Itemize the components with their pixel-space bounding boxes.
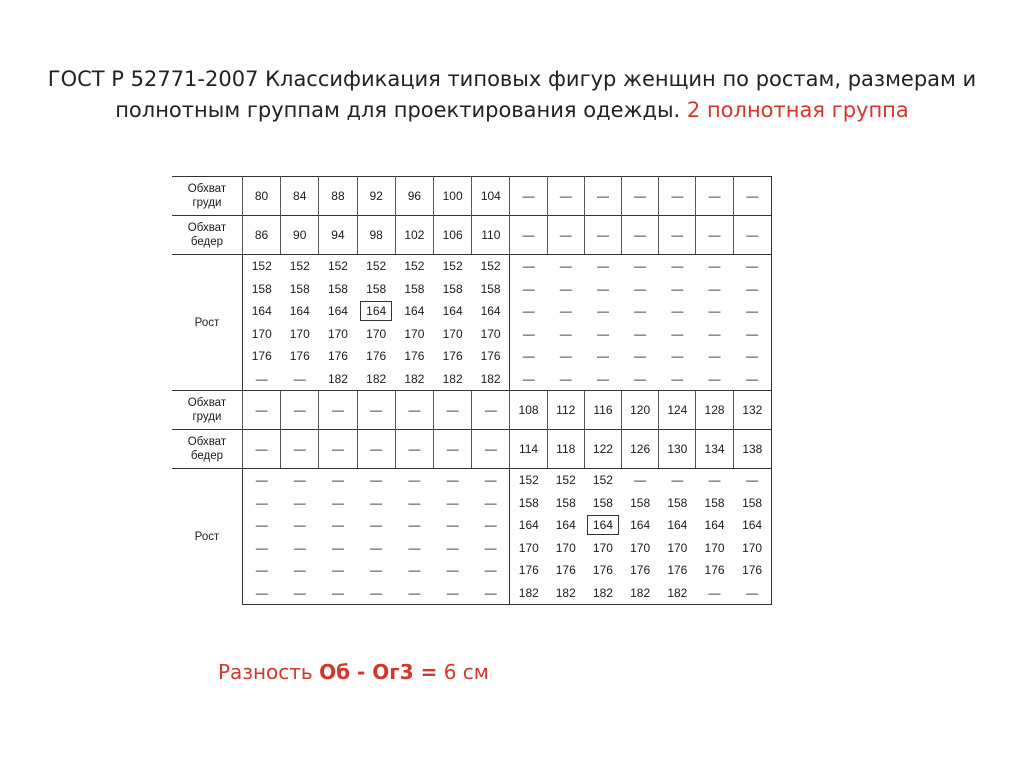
table-cell: — [733,300,771,323]
title-line-2-prefix: полнотным группам для проектирования одежды. [115,98,681,122]
table-cell: — [708,304,721,319]
table-cell: 118 [547,430,584,469]
row-header: Рост [172,469,242,605]
table-cell: 158 [667,495,688,510]
table-cell: — [708,349,721,364]
table-cell: — [446,563,459,578]
table-cell: — [319,582,357,605]
table-cell: 152 [366,259,387,274]
table-cell: — [472,514,510,537]
table-cell: — [708,259,721,274]
table-cell: — [522,349,535,364]
table-cell: — [331,495,344,510]
table-cell: 88 [319,177,357,216]
table-cell: — [559,349,572,364]
table-cell: — [293,563,306,578]
table-cell: — [408,495,421,510]
title-line-1: ГОСТ Р 52771-2007 Классификация типовых фигур женщин по ростам, размерам и [47,67,977,91]
table-cell: 152 [555,473,576,488]
table-cell: 126 [622,430,659,469]
title-line-2 [40,95,984,126]
table-cell: — [434,582,472,605]
row-header: Обхват бедер [172,430,242,469]
table-cell: — [696,216,733,255]
table-cell: 122 [584,430,621,469]
table-cell: — [559,259,572,274]
table-cell: — [671,326,684,341]
table-cell: 170 [518,540,539,555]
table-cell: — [596,326,609,341]
table-cell: — [472,469,510,492]
table-cell: — [634,326,647,341]
table-cell: — [293,473,306,488]
hips-row [172,430,772,469]
table-cell: 164 [518,518,539,533]
size-classification-table [172,176,772,608]
table-cell: 164 [327,304,348,319]
table-cell: 152 [327,259,348,274]
table-cell: — [659,368,696,391]
table-cell: — [510,368,547,391]
table-cell: 134 [696,430,733,469]
row-header: Обхват груди [172,391,242,430]
table-cell: — [281,391,319,430]
table-cell: — [696,177,733,216]
height-row [172,300,772,323]
table-cell: 112 [547,391,584,430]
table-cell: — [733,582,771,605]
table-cell: — [331,473,344,488]
table-cell: 158 [555,495,576,510]
table-cell: — [434,430,472,469]
table-cell: 176 [733,559,771,582]
table-cell: — [472,492,510,515]
table-cell: 182 [547,582,584,605]
table-cell: — [634,304,647,319]
table-cell: 176 [366,349,387,364]
table-cell: — [522,326,535,341]
table-cell: 158 [442,281,463,296]
table-cell: — [547,177,584,216]
table-cell: — [357,430,395,469]
boxed-value: 164 [587,515,619,535]
table-cell: 152 [518,473,539,488]
table-cell: — [242,368,280,391]
table-cell: 120 [622,391,659,430]
table-cell: 158 [704,495,725,510]
table-cell: — [733,323,771,346]
table-cell: — [510,216,547,255]
table-cell: 158 [592,495,613,510]
table-cell: 158 [327,281,348,296]
table-cell: — [659,216,696,255]
table-cell: 176 [289,349,310,364]
table-cell: — [370,473,383,488]
table-cell: 84 [281,177,319,216]
table-cell: — [634,281,647,296]
table-cell: — [331,563,344,578]
table-cell: 182 [434,368,472,391]
table-cell: 108 [510,391,547,430]
table-cell: — [584,368,621,391]
table-cell: — [395,582,433,605]
table-cell: 176 [472,345,510,368]
title-accent: 2 полнотная группа [686,98,909,122]
table-cell: 164 [472,300,510,323]
height-row [172,537,772,560]
table-cell: — [671,281,684,296]
table-cell: 92 [357,177,395,216]
difference-note [218,660,489,684]
table-cell: 110 [472,216,510,255]
table-cell: 164 [289,304,310,319]
table-cell: 176 [630,563,651,578]
table-cell: — [293,540,306,555]
table-cell: 182 [622,582,659,605]
note-suffix: 6 см [437,660,489,684]
table-cell [584,514,621,537]
table-cell: — [634,259,647,274]
table-cell: — [671,259,684,274]
table-cell: 100 [434,177,472,216]
table-cell: 170 [327,326,348,341]
table-cell: 158 [366,281,387,296]
table-cell: — [408,518,421,533]
table-cell: — [733,368,771,391]
table-cell: — [659,177,696,216]
table-cell: 164 [704,518,725,533]
table-cell: 152 [289,259,310,274]
height-row [172,514,772,537]
table-cell: 170 [442,326,463,341]
table-cell: 164 [251,304,272,319]
table-cell: — [408,473,421,488]
table-cell: 152 [251,259,272,274]
table-cell: 158 [518,495,539,510]
table-cell: 102 [395,216,433,255]
table-cell: 158 [472,278,510,301]
table-cell: — [331,540,344,555]
height-row [172,345,772,368]
table-cell: — [584,216,621,255]
table-cell: — [370,563,383,578]
table-cell: 152 [404,259,425,274]
table-cell: 152 [442,259,463,274]
height-row [172,255,772,278]
height-row [172,368,772,391]
page-title [40,64,984,126]
table-cell: 116 [584,391,621,430]
table-cell: 106 [434,216,472,255]
table-cell: — [255,495,268,510]
table-cell: — [671,349,684,364]
table-cell: — [281,582,319,605]
table-cell: — [634,473,647,488]
table-cell: — [255,540,268,555]
note-formula: Об - Ог3 = [319,660,438,684]
table-cell: — [671,304,684,319]
table-cell: — [596,349,609,364]
table-cell: — [281,368,319,391]
table-cell: — [522,304,535,319]
table-cell: — [446,518,459,533]
table-cell: 170 [472,323,510,346]
table-cell: 176 [251,349,272,364]
gost-table [172,176,772,605]
table-cell: 176 [404,349,425,364]
table-cell: — [434,391,472,430]
table-cell: 130 [659,430,696,469]
table-cell: 90 [281,216,319,255]
table-cell: — [370,518,383,533]
table-cell: — [408,540,421,555]
table-cell: 182 [357,368,395,391]
table-cell: — [446,495,459,510]
table-cell: — [547,216,584,255]
table-cell: — [331,518,344,533]
table-cell: 98 [357,216,395,255]
table-cell: — [596,281,609,296]
table-cell: 182 [584,582,621,605]
table-cell: 164 [404,304,425,319]
table-cell: 170 [630,540,651,555]
table-cell: — [596,304,609,319]
table-cell: — [522,259,535,274]
table-cell: 182 [472,368,510,391]
table-cell: 152 [592,473,613,488]
table-cell: 152 [472,255,510,278]
table-cell: 176 [704,563,725,578]
table-cell: 182 [659,582,696,605]
table-cell: — [472,559,510,582]
table-cell: — [395,430,433,469]
table-cell: — [395,391,433,430]
table-cell: — [357,582,395,605]
table-cell [357,300,395,323]
table-cell: — [408,563,421,578]
table-cell: — [446,473,459,488]
table-cell: 96 [395,177,433,216]
table-cell: 80 [242,177,280,216]
table-cell: — [357,391,395,430]
table-cell: — [255,563,268,578]
table-cell: 176 [327,349,348,364]
table-cell: — [622,177,659,216]
table-cell: — [584,177,621,216]
table-cell: 164 [555,518,576,533]
table-cell: — [547,368,584,391]
table-cell: — [472,582,510,605]
table-cell: — [255,473,268,488]
table-cell: 176 [667,563,688,578]
table-cell: — [622,216,659,255]
table-cell: — [596,259,609,274]
row-header: Рост [172,255,242,391]
table-cell: — [293,495,306,510]
table-cell: — [671,473,684,488]
table-cell: — [293,518,306,533]
table-cell: 128 [696,391,733,430]
table-cell: 170 [404,326,425,341]
table-cell: 86 [242,216,280,255]
table-cell: 182 [395,368,433,391]
table-cell: — [559,304,572,319]
height-row [172,278,772,301]
table-cell: 158 [404,281,425,296]
table-cell: — [733,345,771,368]
chest-row [172,391,772,430]
table-cell: — [319,430,357,469]
table-cell: — [255,518,268,533]
table-cell: — [733,177,771,216]
table-cell: 170 [289,326,310,341]
table-cell: — [242,391,280,430]
table-cell: 170 [592,540,613,555]
table-cell: 158 [630,495,651,510]
table-cell: — [696,582,733,605]
table-cell: 138 [733,430,771,469]
table-cell: — [733,216,771,255]
table-cell: 170 [251,326,272,341]
height-row [172,559,772,582]
table-cell: — [559,281,572,296]
table-cell: — [472,430,510,469]
table-cell: 158 [289,281,310,296]
table-cell: — [733,255,771,278]
table-cell: 114 [510,430,547,469]
chest-row [172,177,772,216]
table-cell: — [559,326,572,341]
table-cell: 132 [733,391,771,430]
table-cell: — [446,540,459,555]
note-prefix: Разность [218,660,320,684]
table-cell: 164 [442,304,463,319]
table-cell: 182 [510,582,547,605]
table-cell: — [708,326,721,341]
table-cell: 176 [442,349,463,364]
table-cell: — [733,469,771,492]
table-cell: — [281,430,319,469]
table-cell: 170 [366,326,387,341]
table-cell: 94 [319,216,357,255]
table-cell: 104 [472,177,510,216]
table-cell: — [319,391,357,430]
table-cell: 158 [733,492,771,515]
table-cell: 158 [251,281,272,296]
table-cell: — [696,368,733,391]
table-cell: — [472,391,510,430]
table-cell: — [370,495,383,510]
boxed-value: 164 [360,301,392,321]
table-cell: — [634,349,647,364]
table-cell: 170 [733,537,771,560]
table-cell: — [622,368,659,391]
table-cell: — [733,278,771,301]
table-cell: — [242,430,280,469]
table-cell: 124 [659,391,696,430]
table-cell: 170 [704,540,725,555]
table-cell: 164 [667,518,688,533]
table-cell: — [708,281,721,296]
table-cell: 164 [630,518,651,533]
table-cell: — [370,540,383,555]
height-row [172,469,772,492]
table-cell: — [708,473,721,488]
row-header: Обхват бедер [172,216,242,255]
height-row [172,323,772,346]
table-cell: 176 [518,563,539,578]
height-row [172,582,772,605]
table-cell: 164 [733,514,771,537]
row-header: Обхват груди [172,177,242,216]
table-cell: — [510,177,547,216]
table-cell: 176 [592,563,613,578]
table-cell: — [242,582,280,605]
table-cell: 170 [555,540,576,555]
table-cell: 182 [319,368,357,391]
hips-row [172,216,772,255]
table-cell: 176 [555,563,576,578]
table-cell: 170 [667,540,688,555]
height-row [172,492,772,515]
table-cell: — [472,537,510,560]
table-cell: — [522,281,535,296]
